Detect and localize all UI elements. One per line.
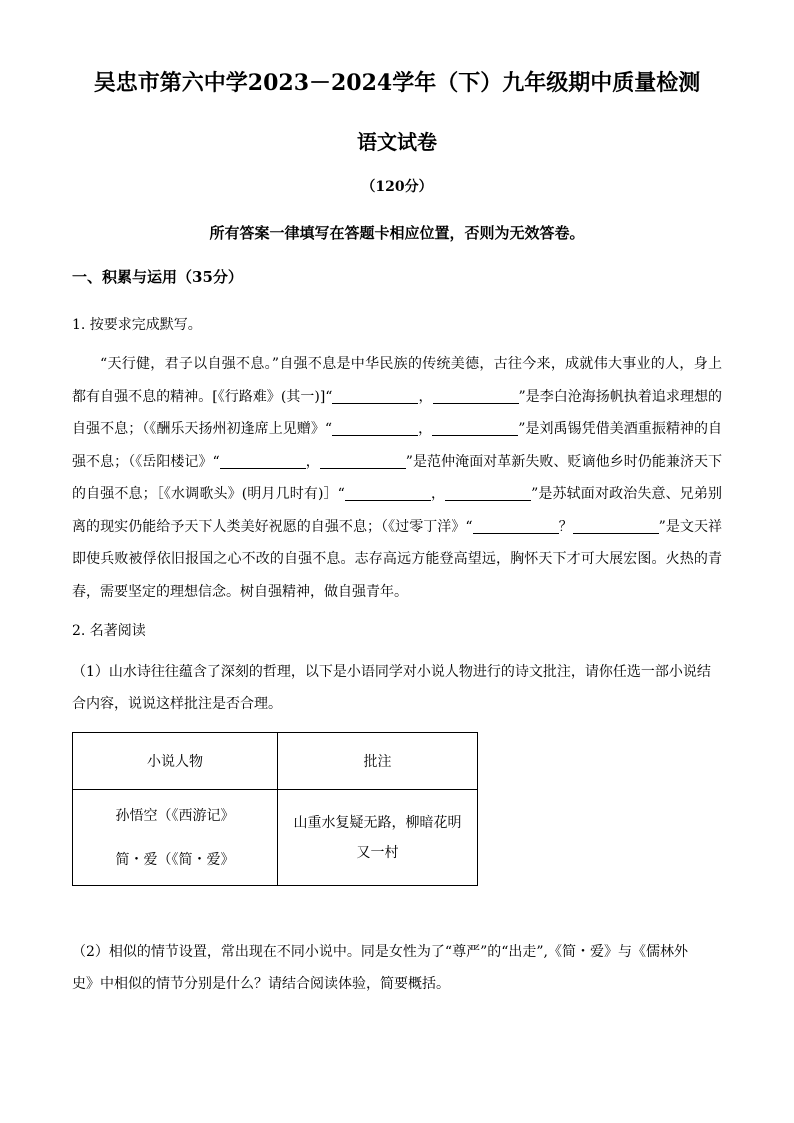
- answer-blank[interactable]: [332, 387, 418, 404]
- character-item: 简・爱（《简・爱》: [115, 851, 235, 868]
- table-cell-annotation: [278, 790, 478, 886]
- answer-blank[interactable]: [573, 517, 659, 534]
- answer-blank[interactable]: [445, 484, 531, 501]
- question-2-1-prompt: （1）山水诗往往蕴含了深刻的哲理，以下是小语同学对小说人物进行的诗文批注，请你任选一部小说结 合内容，说说这样批注是否合理。: [72, 664, 711, 712]
- exam-subtitle: 语文试卷: [357, 130, 437, 154]
- answer-blank[interactable]: [432, 419, 518, 436]
- total-score: （120分）: [361, 179, 433, 195]
- table-header-character: 小说人物: [73, 733, 278, 790]
- section-heading: 一、积累与运用（35分）: [72, 268, 243, 286]
- answer-blank[interactable]: [320, 452, 406, 469]
- question-2-2-prompt: （2）相似的情节设置，常出现在不同小说中。同是女性为了“尊严”的“出走”,《简・爱》与《儒林外 史》中相似的情节分别是什么？请结合阅读体验，简要概括。: [72, 944, 688, 992]
- answer-blank[interactable]: [345, 484, 431, 501]
- annotation-text: 山重水复疑无路，柳暗花明又一村: [293, 814, 462, 861]
- annotation-table: [72, 732, 478, 886]
- answer-blank[interactable]: [433, 387, 519, 404]
- answer-blank[interactable]: [220, 452, 306, 469]
- table-header-annotation: 批注: [278, 733, 478, 790]
- character-item: 孙悟空（《西游记》: [115, 807, 235, 824]
- answer-blank[interactable]: [473, 517, 559, 534]
- table-cell-characters: [73, 790, 278, 886]
- question-2-label: 2. 名著阅读: [72, 623, 146, 639]
- question-1-label: 1. 按要求完成默写。: [72, 317, 202, 333]
- exam-title: 吴忠市第六中学2023－2024学年（下）九年级期中质量检测: [93, 70, 701, 96]
- answer-notice: 所有答案一律填写在答题卡相应位置，否则为无效答卷。: [209, 224, 585, 242]
- answer-blank[interactable]: [332, 419, 418, 436]
- question-1-passage: “天行健，君子以自强不息。”自强不息是中华民族的传统美德，古往今来，成就伟大事业的人，身上都有自强不息的精神。[《行路难》(其一)]“ ， ”是李白沧海扬帆执着追求理想的自强不息；（《酬乐天扬州初逢席上见赠》“ ， ”是刘禹锡凭借美酒重振精神的自强不息；（《岳阳楼记》“ ， ”是范仲淹面对革新失败、贬谪他乡时仍能兼济天下的自强不息；［《水调歌头》(明月几时有)］“ ， ”是苏轼面对政治失意、兄弟别离的现实仍能给予天下人类美好祝愿的自强不息；（《过零丁洋》“ ？ ”是文天祥即使兵败被俘依旧报国之心不改的自强不息。志存高远方能登高望远，胸怀天下才可大展宏图。火热的青春，需要坚定的理想信念。树自强精神，做自强青年。: [72, 356, 723, 600]
